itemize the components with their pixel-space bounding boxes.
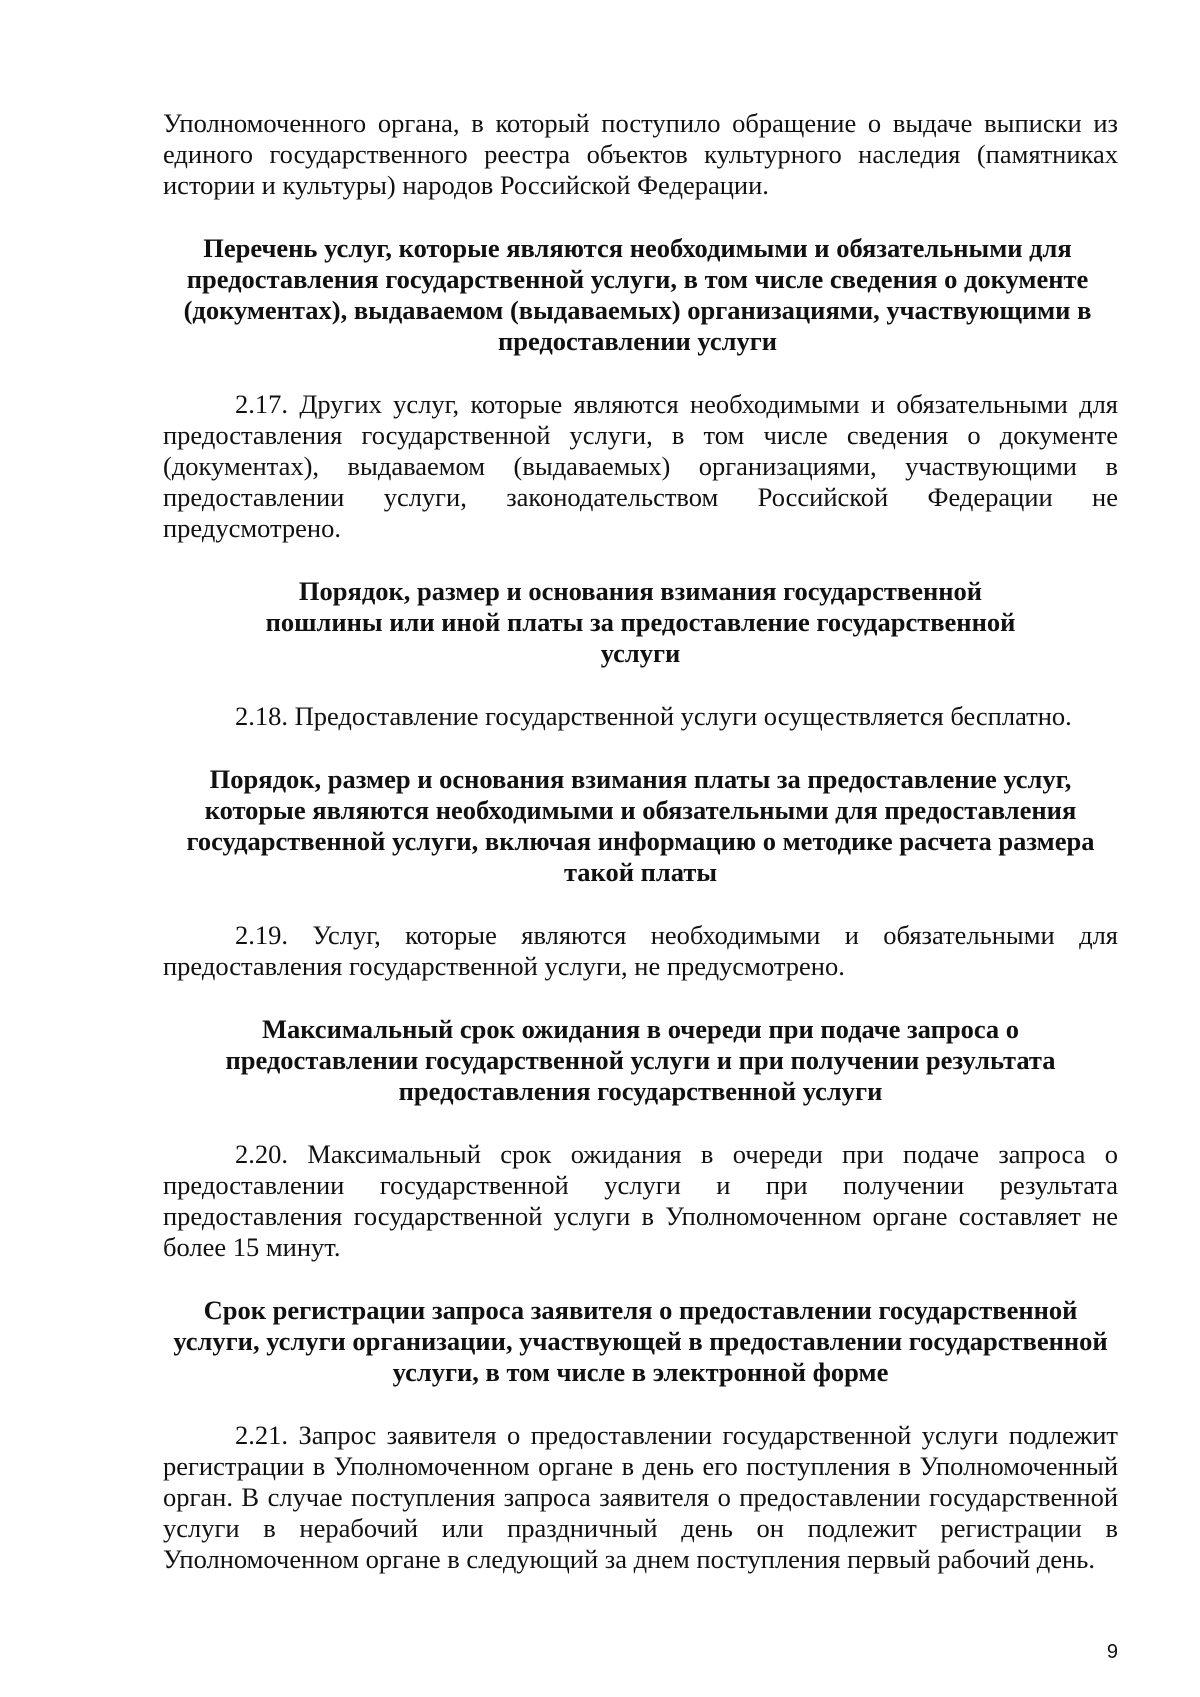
- paragraph-2-20: 2.20. Максимальный срок ожидания в очереди при подаче запроса о предоставлении государственной услуги и при получении результата предоставления государственной услуги в Уполномоченном органе составляет не более 15 минут.: [163, 1139, 1118, 1262]
- section-heading-service-fee: Порядок, размер и основания взимания платы за предоставление услуг, которые являются необходимыми и обязательными для предоставления государственной услуги, включая информацию о методике расчета размера такой платы: [186, 764, 1095, 887]
- document-page: [163, 108, 1118, 1575]
- intro-paragraph: Уполномоченного органа, в который поступило обращение о выдаче выписки из единого государственного реестра объектов культурного наследия (памятниках истории и культуры) народов Российской Федерации.: [163, 108, 1118, 200]
- paragraph-2-18: 2.18. Предоставление государственной услуги осуществляется бесплатно.: [235, 701, 1072, 731]
- paragraph-2-19: 2.19. Услуг, которые являются необходимыми и обязательными для предоставления государственной услуги, не предусмотрено.: [163, 920, 1118, 981]
- section-heading-state-fee: Порядок, размер и основания взимания государственной пошлины или иной платы за предоставление государственной услуги: [265, 576, 1016, 668]
- section-heading-registration-term: Срок регистрации запроса заявителя о предоставлении государственной услуги, услуги организации, участвующей в предоставлении государственной услуги, в том числе в электронной форме: [173, 1295, 1108, 1387]
- paragraph-2-17: 2.17. Других услуг, которые являются необходимыми и обязательными для предоставления государственной услуги, в том числе сведения о документе (документах), выдаваемом (выдаваемых) организациями, участвующими в предоставлении услуги, законодательством Российской Федерации не предусмотрено.: [163, 389, 1118, 543]
- paragraph-2-21: 2.21. Запрос заявителя о предоставлении государственной услуги подлежит регистрации в Уполномоченном органе в день его поступления в Уполномоченный орган. В случае поступления запроса заявителя о предоставлении государственной услуги в нерабочий или праздничный день он подлежит регистрации в Уполномоченном органе в следующий за днем поступления первый рабочий день.: [163, 1420, 1118, 1574]
- section-heading-services-list: Перечень услуг, которые являются необходимыми и обязательными для предоставления государственной услуги, в том числе сведения о документе (документах), выдаваемом (выдаваемых) организациями, участвующими в предоставлении услуги: [183, 233, 1092, 356]
- page-number: 9: [1106, 1641, 1118, 1663]
- section-heading-queue-time: Максимальный срок ожидания в очереди при подаче запроса о предоставлении государственной услуги и при получении результата предоставления государственной услуги: [225, 1014, 1056, 1106]
